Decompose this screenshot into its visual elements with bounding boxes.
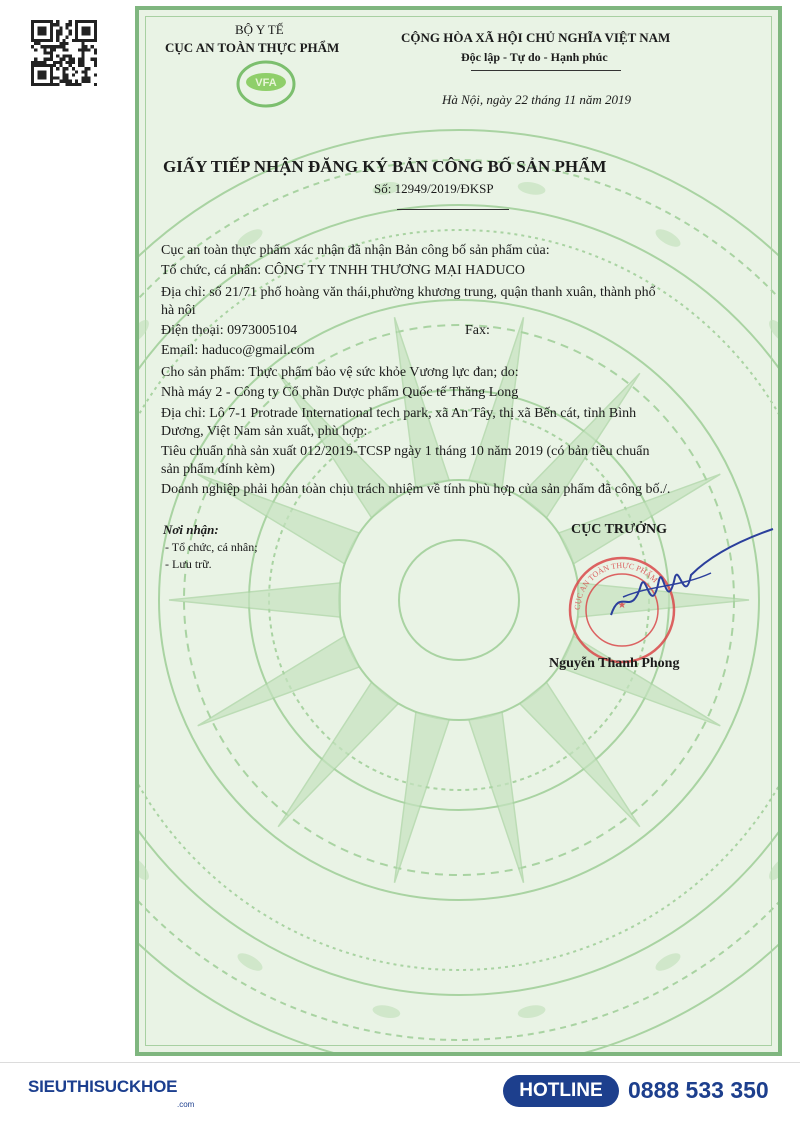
site-logo[interactable]: SIEUTHISUCKHOE xyxy=(28,1077,178,1096)
qr-code-icon xyxy=(31,20,97,86)
hotline-label: HOTLINE xyxy=(519,1080,603,1101)
recipient-item: - Lưu trữ. xyxy=(165,557,212,571)
certificate-document xyxy=(135,6,782,1056)
svg-text:★: ★ xyxy=(617,600,627,611)
ministry-name: BỘ Y TẾ xyxy=(235,22,284,37)
signer-position: CỤC TRƯỞNG xyxy=(571,522,668,537)
body-line-3: Địa chỉ: số 21/71 phố hoàng văn thái,phường khương trung, quận thanh xuân, thành phố xyxy=(161,285,656,300)
phone: Điện thoại: 0973005104 xyxy=(161,323,298,338)
email: Email: haduco@gmail.com xyxy=(161,343,315,358)
recipients-title: Nơi nhận: xyxy=(163,522,219,537)
signer-name: Nguyễn Thanh Phong xyxy=(549,656,680,671)
site-domain: .com xyxy=(177,1100,195,1109)
hotline-button[interactable] xyxy=(503,1075,619,1107)
body-line-13: Doanh nghiệp phải hoàn toàn chịu trách nhiệm về tính phù hợp của sản phẩm đã công bố./. xyxy=(161,482,671,497)
body-line-9: Địa chỉ: Lô 7-1 Protrade International tech park, xã An Tây, thị xã Bến cát, tỉnh Bình xyxy=(161,406,637,421)
motto: Độc lập - Tự do - Hạnh phúc xyxy=(461,50,608,64)
body-line-4: hà nội xyxy=(161,303,196,318)
document-number: Số: 12949/2019/ĐKSP xyxy=(374,181,494,196)
vfa-logo-icon xyxy=(231,58,301,110)
recipient-item: - Tổ chức, cá nhân; xyxy=(165,540,258,554)
country-name: CỘNG HÒA XÃ HỘI CHỦ NGHĨA VIỆT NAM xyxy=(401,30,671,45)
body-line-12: sản phẩm đính kèm) xyxy=(161,462,275,477)
body-line-8: Nhà máy 2 - Công ty Cổ phần Dược phẩm Quốc tế Thăng Long xyxy=(161,385,519,400)
body-line-7: Cho sản phẩm: Thực phẩm bảo vệ sức khỏe Vương lực đan; do: xyxy=(161,365,519,380)
body-line-2: Tổ chức, cá nhân: CÔNG TY TNHH THƯƠNG MẠI HADUCO xyxy=(161,263,525,278)
body-line-1: Cục an toàn thực phẩm xác nhận đã nhận Bản công bố sản phẩm của: xyxy=(161,243,550,258)
motto-underline xyxy=(471,70,621,71)
document-title: GIẤY TIẾP NHẬN ĐĂNG KÝ BẢN CÔNG BỐ SẢN PHẨM xyxy=(163,157,607,176)
body-line-11: Tiêu chuẩn nhà sản xuất 012/2019-TCSP ngày 1 tháng 10 năm 2019 (có bản tiêu chuẩn xyxy=(161,444,650,459)
handwritten-signature xyxy=(601,525,781,625)
body-line-10: Dương, Việt Nam sản xuất, phù hợp: xyxy=(161,424,368,439)
hotline-number[interactable]: 0888 533 350 xyxy=(628,1077,769,1103)
svg-text:VFA: VFA xyxy=(255,77,277,89)
fax: Fax: xyxy=(465,323,490,338)
issue-date: Hà Nội, ngày 22 tháng 11 năm 2019 xyxy=(442,92,631,107)
stamp-text: CỤC AN TOÀN THỰC PHẨM xyxy=(572,560,660,611)
department-name: CỤC AN TOÀN THỰC PHẨM xyxy=(165,40,340,55)
title-underline xyxy=(397,209,509,210)
